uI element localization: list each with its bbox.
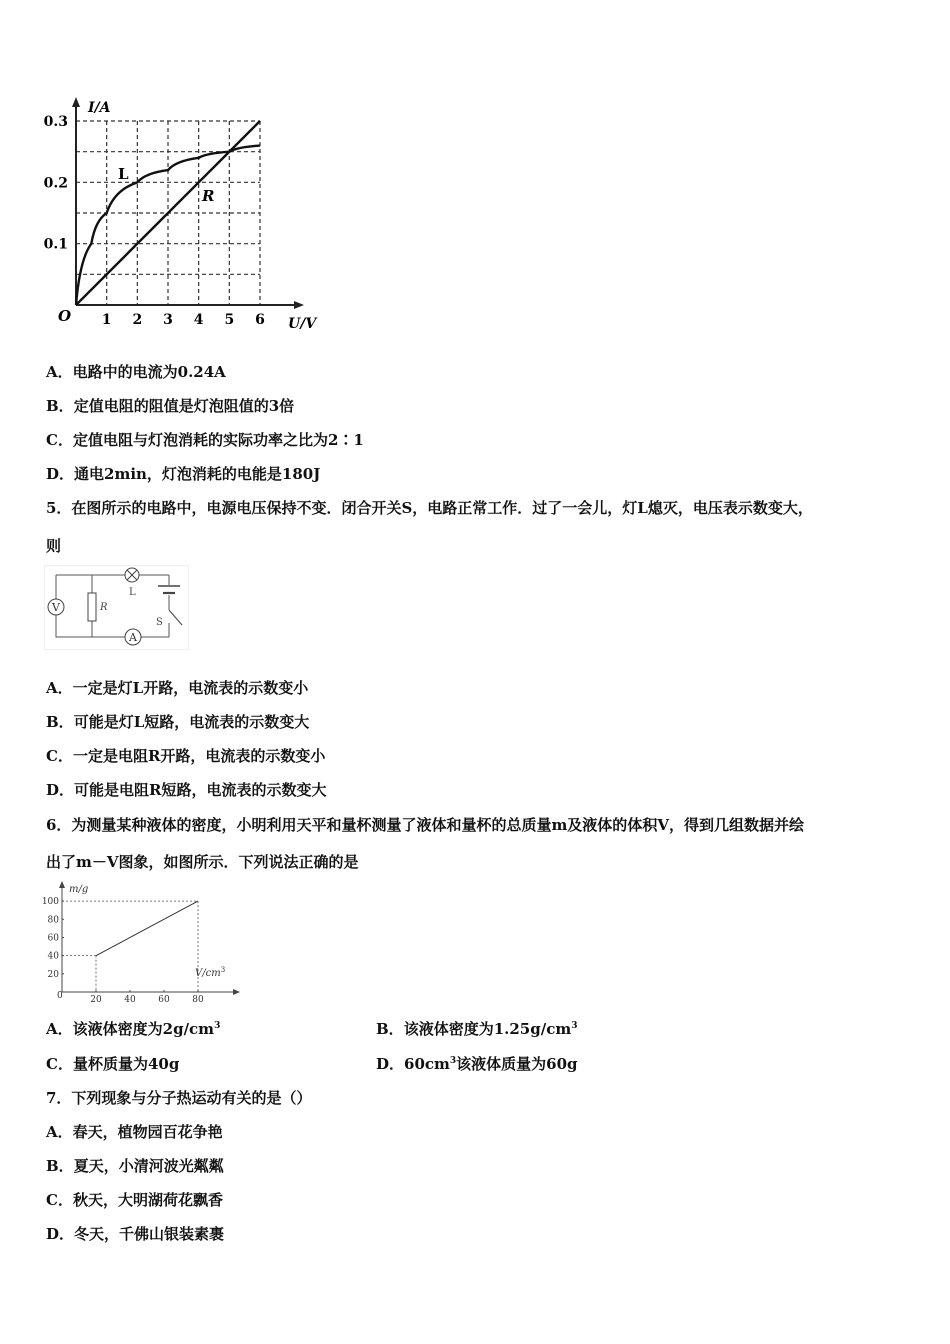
q4-option-b	[46, 395, 294, 416]
option-label: B．	[46, 1157, 74, 1175]
y-tick-label: 80	[47, 915, 59, 926]
option-text: 该液体密度为2g/cm	[72, 1020, 215, 1038]
switch-blade	[169, 610, 182, 625]
voltmeter-label: V	[52, 601, 60, 614]
q6-stem-line2: 出了m－V图象，如图所示．下列说法正确的是	[46, 853, 359, 871]
y-tick-label: 100	[41, 897, 59, 908]
mv-ylabel: m/g	[69, 884, 89, 895]
q5-stem-line2: 则	[46, 537, 62, 555]
x-tick-label: 20	[90, 995, 102, 1002]
option-sup: 3	[571, 1021, 578, 1031]
option-label: C．	[46, 431, 73, 449]
option-label: D．	[46, 465, 75, 483]
y-tick-label: 20	[47, 969, 59, 980]
x-tick-label: 1	[101, 312, 112, 328]
option-label: D．	[46, 781, 75, 799]
y-tick-label: 0.3	[43, 114, 68, 130]
q6-option-c	[46, 1053, 179, 1074]
x-tick-label: 40	[124, 995, 136, 1002]
mv-xlabel-sup: 3	[220, 966, 226, 974]
option-text: 通电2min，灯泡消耗的电能是180J	[74, 465, 321, 483]
option-text: 该液体密度为1.25g/cm	[403, 1020, 572, 1038]
option-label: A．	[46, 1020, 73, 1038]
option-text: 电路中的电流为0.24A	[72, 363, 226, 381]
mv-xlabel	[195, 966, 225, 979]
option-text: 定值电阻与灯泡消耗的实际功率之比为2∶1	[72, 431, 364, 449]
x-tick-label: 4	[193, 312, 204, 328]
x-tick-label: 80	[192, 995, 204, 1002]
q6-option-b	[376, 1018, 577, 1039]
q6-option-d	[376, 1053, 578, 1074]
iu-xlabel: U/V	[288, 316, 317, 332]
option-text: 可能是电阻R短路，电流表的示数变大	[74, 781, 327, 799]
q5-option-d	[46, 779, 326, 800]
switch-label: S	[156, 617, 163, 628]
mv-origin: 0	[57, 991, 63, 1001]
x-tick-label: 5	[224, 312, 235, 328]
option-text: 可能是灯L短路，电流表的示数变大	[73, 713, 310, 731]
q4-option-d	[46, 463, 320, 484]
q7-option-a	[46, 1121, 223, 1142]
iu-series-label-L: L	[118, 165, 129, 183]
option-text: 春天，植物园百花争艳	[72, 1123, 223, 1141]
option-label: B．	[46, 713, 74, 731]
circuit-diagram	[44, 565, 189, 650]
y-tick-label: 0.1	[43, 236, 68, 253]
mv-xlabel-text: V/cm	[195, 968, 221, 979]
iu-axes	[44, 97, 304, 328]
q7-option-c	[46, 1189, 223, 1210]
option-text: 一定是灯L开路，电流表的示数变小	[72, 679, 309, 697]
q7-stem: 7．下列现象与分子热运动有关的是（）	[46, 1089, 312, 1107]
q5-option-a	[46, 677, 308, 698]
resistor-label: R	[100, 602, 108, 613]
option-label: A．	[46, 1123, 73, 1141]
option-label: C．	[46, 1055, 73, 1073]
option-text: 量杯质量为40g	[72, 1055, 180, 1073]
resistor-symbol	[88, 593, 96, 621]
option-text: 一定是电阻R开路，电流表的示数变小	[72, 747, 326, 765]
option-text: 定值电阻的阻值是灯泡阻值的3倍	[73, 397, 295, 415]
q4-option-c	[46, 429, 364, 450]
y-axis-arrow	[72, 97, 80, 107]
option-label: C．	[46, 747, 73, 765]
mv-marks	[96, 901, 198, 956]
q6-stem-line1: 6．为测量某种液体的密度，小明利用天平和量杯测量了液体和量杯的总质量m及液体的体积V，得到几组数据并绘	[46, 816, 804, 834]
option-text: 秋天，大明湖荷花飘香	[72, 1191, 223, 1209]
option-label: D．	[46, 1225, 75, 1243]
option-text: 60cm	[404, 1055, 450, 1073]
mv-chart	[40, 880, 240, 1002]
x-tick-label: 3	[163, 312, 173, 328]
option-label: A．	[46, 679, 73, 697]
mv-grid	[62, 901, 198, 992]
option-label: A．	[46, 363, 73, 381]
iu-ylabel: I/A	[88, 100, 111, 116]
option-label: B．	[376, 1020, 404, 1038]
iu-series-label-R: R	[202, 187, 215, 205]
q7-option-b	[46, 1155, 224, 1176]
iu-origin: O	[58, 307, 72, 325]
lamp-label: L	[129, 587, 136, 598]
series-line-L	[76, 146, 260, 305]
y-axis-arrow	[59, 881, 65, 888]
q7-option-d	[46, 1223, 224, 1244]
series-line-m-V	[96, 901, 198, 956]
q5-option-b	[46, 711, 309, 732]
option-sup: 3	[449, 1056, 457, 1066]
y-tick-label: 40	[47, 951, 59, 962]
ammeter-label: A	[129, 631, 137, 644]
option-text: 夏天，小清河波光粼粼	[73, 1157, 224, 1175]
option-text: 冬天，千佛山银装素裹	[74, 1225, 225, 1243]
x-tick-label: 2	[132, 312, 143, 328]
iu-chart	[40, 95, 340, 335]
x-axis-arrow	[294, 301, 304, 309]
y-tick-label: 0.2	[43, 175, 68, 192]
option-label: D．	[376, 1055, 405, 1073]
q5-stem-line1: 5．在图所示的电路中，电源电压保持不变．闭合开关S，电路正常工作．过了一会儿，灯L熄灭，电压表示数变大，	[46, 499, 813, 517]
q5-option-c	[46, 745, 325, 766]
y-tick-label: 60	[47, 933, 59, 944]
x-axis-arrow	[233, 989, 240, 995]
option-label: C．	[46, 1191, 73, 1209]
option-sup: 3	[214, 1021, 221, 1031]
option-text-after: 该液体质量为60g	[456, 1055, 578, 1073]
q4-option-a	[46, 361, 226, 382]
option-label: B．	[46, 397, 74, 415]
mv-axes	[42, 881, 240, 1002]
x-tick-label: 60	[158, 995, 170, 1002]
q6-option-a	[46, 1018, 220, 1039]
x-tick-label: 6	[255, 312, 265, 328]
